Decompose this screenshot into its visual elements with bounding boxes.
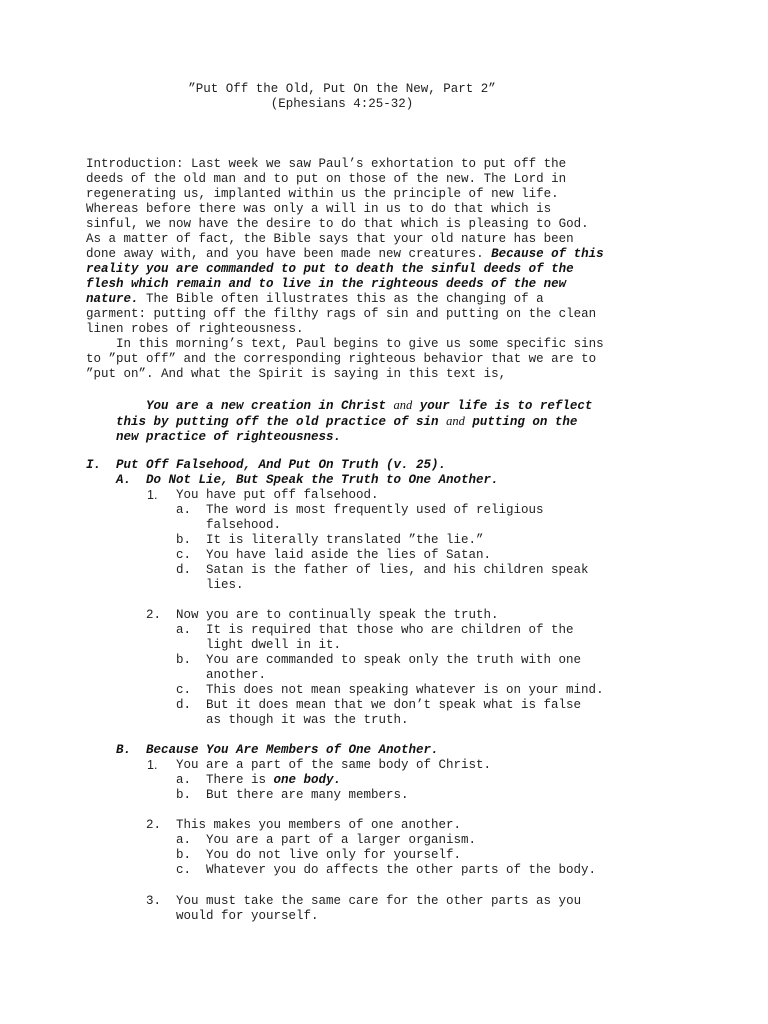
outline-point-B1: You are a part of the same body of Christ. [176,758,492,772]
outline-marker-A1d: d. [176,563,192,577]
outline-marker-A1c: c. [176,548,192,562]
outline-point-B2: This makes you members of one another. [176,818,462,832]
outline-marker-A2a: a. [176,623,192,637]
thesis-and-1: and [393,398,413,412]
outline-sub-A2b: You are commanded to speak only the truth with one [206,653,582,667]
intro-paragraph-1 [86,157,606,337]
outline-marker-B2a: a. [176,833,192,847]
outline-marker-B3: 3. [146,894,162,908]
outline-marker-A1: 1. [147,488,158,502]
outline-sub-A2a: It is required that those who are children of the [206,623,574,637]
outline-marker-B1a: a. [176,773,192,787]
outline-sub-A2d: But it does mean that we don’t speak what is false [206,698,582,712]
outline-sub-A1a-cont: falsehood. [206,518,282,532]
outline-sub-A2c: This does not mean speaking whatever is on your mind. [206,683,604,697]
outline-sub-A1d-cont: lies. [206,578,244,592]
outline-marker-A2b: b. [176,653,192,667]
outline-sub-B1a-emphasis: one body. [273,773,342,787]
outline-point-B3-cont: would for yourself. [176,909,319,923]
outline-sub-B1a [206,773,341,788]
intro-text-tail: The Bible often illustrates this as the changing of a garment: putting off the filthy rags of sin and putting on the clean linen robes of righteousness. [86,292,597,336]
introduction [86,157,606,382]
outline-sub-B2c: Whatever you do affects the other parts of the body. [206,863,597,877]
outline-marker-A1a: a. [176,503,192,517]
outline-marker-A2c: c. [176,683,192,697]
outline-sub-B2b: You do not live only for yourself. [206,848,462,862]
outline-sub-B1a-text: There is [206,773,274,787]
intro-text: Introduction: Last week we saw Paul’s exhortation to put off the deeds of the old man and to put on those of the new. The Lord in regenerating us, implanted within us the principle of new life. Whereas before there was only a will in us to do that which is sinful, we now have the desire to do that which is pleasing to God. As a matter of fact, the Bible says that your old nature has been done away with, and you have been made new creatures. [86,157,589,261]
outline-marker-B1b: b. [176,788,192,802]
scripture-reference: (Ephesians 4:25-32) [270,97,414,111]
intro-paragraph-2: In this morning’s text, Paul begins to give us some specific sins to ”put off” and the corresponding righteous behavior that we are to ”put on”. And what the Spirit is saying in this text is, [86,337,604,381]
thesis-part-3: putting on the new practice of righteousness. [116,415,578,444]
intro-emphasis: Because of this reality you are commanded to put to death the sinful deeds of the flesh which remain and to live in the righteous deeds of the new nature. [86,247,604,306]
outline-marker-B2c: c. [176,863,192,877]
outline-heading-A: Do Not Lie, But Speak the Truth to One Another. [146,473,499,487]
outline-marker-A2d: d. [176,698,192,712]
outline-sub-B1b: But there are many members. [206,788,409,802]
outline-sub-A2d-cont: as though it was the truth. [206,713,409,727]
outline-sub-A2a-cont: light dwell in it. [206,638,342,652]
sermon-title: ”Put Off the Old, Put On the New, Part 2” [188,82,496,96]
outline-marker-B: B. [116,743,132,757]
outline-marker-A1b: b. [176,533,192,547]
outline-marker-B2b: b. [176,848,192,862]
outline-marker-A: A. [116,473,132,487]
outline-marker-A2: 2. [146,608,162,622]
outline-marker-B2: 2. [146,818,162,832]
outline-marker-B1: 1. [147,758,158,772]
thesis-and-2: and [446,414,465,428]
outline-point-A2: Now you are to continually speak the truth. [176,608,499,622]
thesis-part-1: You are a new creation in Christ [146,399,394,413]
outline-marker-I: I. [86,458,102,472]
outline-heading-B: Because You Are Members of One Another. [146,743,439,757]
thesis-part-2: your life is to reflect this by putting off the old practice of sin [116,399,593,429]
thesis-statement [116,398,606,445]
outline-sub-A1a: The word is most frequently used of religious [206,503,544,517]
outline-point-B3: You must take the same care for the other parts as you [176,894,582,908]
outline-heading-I: Put Off Falsehood, And Put On Truth (v. 25). [116,458,447,472]
outline-sub-B2a: You are a part of a larger organism. [206,833,477,847]
outline-sub-A1d: Satan is the father of lies, and his children speak [206,563,589,577]
outline-sub-A1c: You have laid aside the lies of Satan. [206,548,492,562]
outline-sub-A2b-cont: another. [206,668,267,682]
outline-point-A1: You have put off falsehood. [176,488,379,502]
outline-sub-A1b: It is literally translated ”the lie.” [206,533,484,547]
